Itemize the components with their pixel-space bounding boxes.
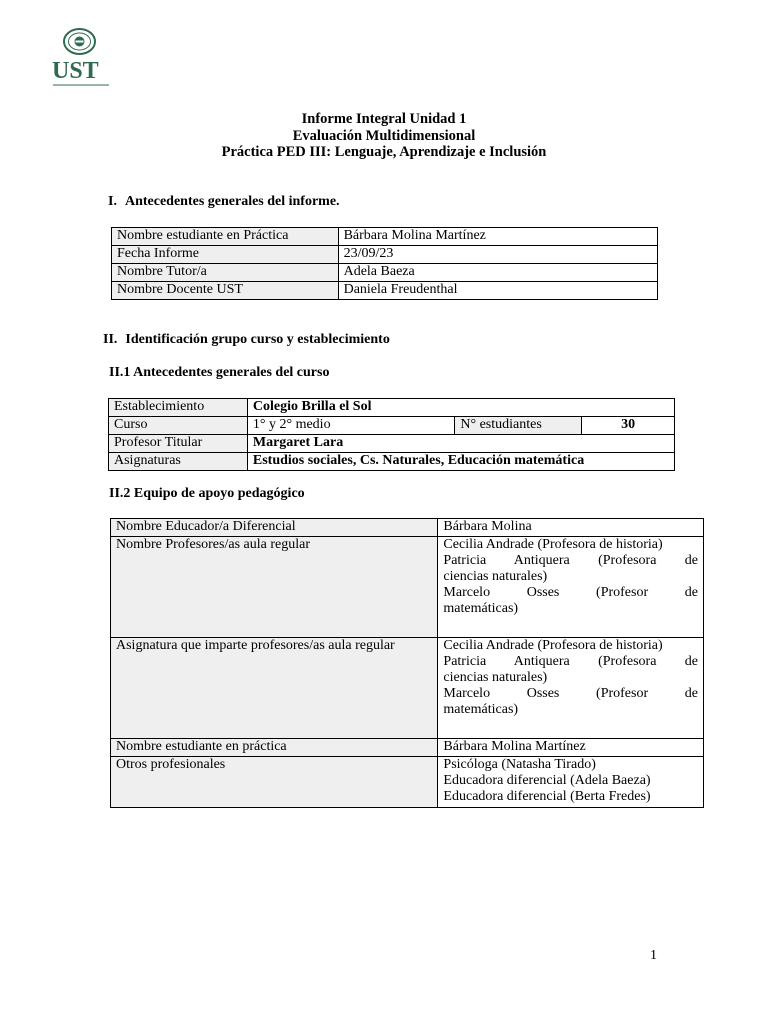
- estudiante-label: Nombre estudiante en práctica: [111, 739, 438, 757]
- ust-logo: [50, 28, 112, 92]
- list-item: matemáticas): [443, 702, 519, 717]
- list-item: Educadora diferencial (Berta Fredes): [443, 789, 651, 804]
- table-row: [109, 453, 675, 471]
- profesores-value: [438, 537, 704, 638]
- list-item: matemáticas): [443, 601, 519, 616]
- otros-value: [438, 757, 704, 808]
- table-row: [109, 417, 675, 435]
- section-2-heading: [103, 332, 390, 348]
- table-row: [111, 757, 704, 808]
- asignaturas-value: Estudios sociales, Cs. Naturales, Educación matemática: [247, 453, 674, 471]
- table-row: [112, 246, 658, 264]
- logo-tagline-line: [53, 84, 109, 86]
- list-item: Patricia Antiquera (Profesora de: [443, 654, 698, 669]
- row-label: Nombre estudiante en Práctica: [112, 228, 339, 246]
- otros-label: Otros profesionales: [111, 757, 438, 808]
- section-1-title: Antecedentes generales del informe.: [124, 194, 340, 209]
- row-value: Adela Baeza: [338, 264, 657, 282]
- table-row: [111, 638, 704, 739]
- list-item: Patricia Antiquera (Profesora de: [443, 553, 698, 568]
- row-label: Fecha Informe: [112, 246, 339, 264]
- estudiante-value: Bárbara Molina Martínez: [438, 739, 704, 757]
- title-line-1: Informe Integral Unidad 1: [301, 111, 467, 127]
- row-label: Nombre Docente UST: [112, 282, 339, 300]
- curso-label: Curso: [109, 417, 248, 435]
- page-number: 1: [650, 948, 657, 963]
- profesores-label: Nombre Profesores/as aula regular: [111, 537, 438, 638]
- asignatura-value: [438, 638, 704, 739]
- list-item: Marcelo Osses (Profesor de: [443, 686, 698, 701]
- educador-label: Nombre Educador/a Diferencial: [111, 519, 438, 537]
- title-line-3: Práctica PED III: Lenguaje, Aprendizaje e Inclusión: [221, 144, 547, 160]
- document-title: [0, 111, 768, 161]
- general-info-table: [111, 227, 658, 300]
- asignaturas-label: Asignaturas: [109, 453, 248, 471]
- table-row: [111, 739, 704, 757]
- logo-text: UST: [52, 58, 99, 84]
- list-item: Educadora diferencial (Adela Baeza): [443, 773, 651, 788]
- subsection-2-1-heading: II.1 Antecedentes generales del curso: [109, 365, 330, 380]
- course-info-table: [108, 398, 675, 471]
- establecimiento-label: Establecimiento: [109, 399, 248, 417]
- asignatura-label: Asignatura que imparte profesores/as aula regular: [111, 638, 438, 739]
- row-value: Daniela Freudenthal: [338, 282, 657, 300]
- title-line-2: Evaluación Multidimensional: [292, 127, 476, 144]
- table-row: [112, 264, 658, 282]
- establecimiento-value: Colegio Brilla el Sol: [247, 399, 674, 417]
- table-row: [112, 282, 658, 300]
- support-team-table: [110, 518, 704, 808]
- list-item: ciencias naturales): [443, 670, 548, 685]
- section-1-heading: [108, 194, 340, 210]
- list-item: Cecilia Andrade (Profesora de historia): [443, 537, 663, 552]
- table-row: [109, 435, 675, 453]
- estudiantes-label: N° estudiantes: [455, 417, 582, 435]
- row-label: Nombre Tutor/a: [112, 264, 339, 282]
- table-row: [109, 399, 675, 417]
- estudiantes-value: 30: [582, 417, 675, 435]
- seal-icon: [63, 28, 96, 55]
- profesor-label: Profesor Titular: [109, 435, 248, 453]
- educador-value: Bárbara Molina: [438, 519, 704, 537]
- subsection-2-2-heading: II.2 Equipo de apoyo pedagógico: [109, 486, 305, 501]
- section-1-number: I.: [108, 194, 117, 209]
- section-2-number: II.: [103, 332, 118, 347]
- list-item: Cecilia Andrade (Profesora de historia): [443, 638, 663, 653]
- row-value: Bárbara Molina Martínez: [338, 228, 657, 246]
- curso-value: 1° y 2° medio: [247, 417, 454, 435]
- list-item: Marcelo Osses (Profesor de: [443, 585, 698, 600]
- section-2-title: Identificación grupo curso y establecimiento: [125, 332, 390, 347]
- profesor-value: Margaret Lara: [247, 435, 674, 453]
- table-row: [111, 519, 704, 537]
- list-item: Psicóloga (Natasha Tirado): [443, 757, 596, 772]
- row-value: 23/09/23: [338, 246, 657, 264]
- list-item: ciencias naturales): [443, 569, 548, 584]
- table-row: [112, 228, 658, 246]
- table-row: [111, 537, 704, 638]
